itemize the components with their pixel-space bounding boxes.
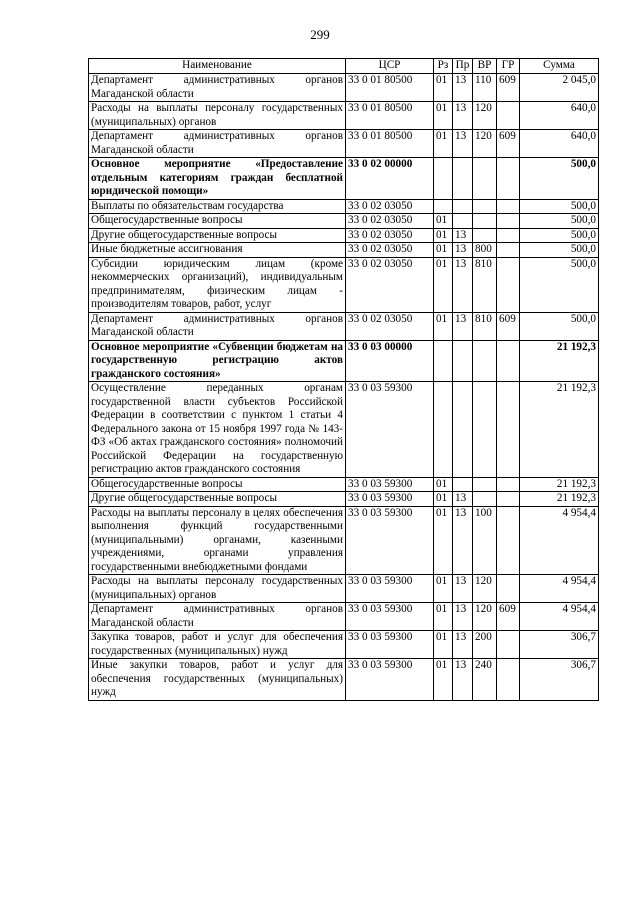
table-row xyxy=(89,158,599,200)
table-row xyxy=(89,506,599,575)
cell-vr xyxy=(473,158,497,200)
cell-csr: 33 0 03 59300 xyxy=(346,492,434,507)
cell-pr: 13 xyxy=(453,228,473,243)
table-row xyxy=(89,257,599,312)
cell-sum: 4 954,4 xyxy=(520,575,599,603)
cell-sum: 500,0 xyxy=(520,158,599,200)
cell-csr: 33 0 02 03050 xyxy=(346,257,434,312)
cell-pr xyxy=(453,340,473,382)
table-row xyxy=(89,492,599,507)
header-vr: ВР xyxy=(473,59,497,74)
cell-vr xyxy=(473,492,497,507)
cell-gr xyxy=(497,659,520,701)
cell-rz: 01 xyxy=(434,228,453,243)
cell-rz xyxy=(434,158,453,200)
cell-rz: 01 xyxy=(434,506,453,575)
cell-sum: 500,0 xyxy=(520,228,599,243)
cell-gr xyxy=(497,492,520,507)
cell-name: Департамент административных органов Магаданской области xyxy=(89,312,346,340)
cell-vr xyxy=(473,214,497,229)
header-sum: Сумма xyxy=(520,59,599,74)
cell-vr: 120 xyxy=(473,102,497,130)
cell-gr xyxy=(497,631,520,659)
cell-csr: 33 0 02 03050 xyxy=(346,228,434,243)
table-row xyxy=(89,74,599,102)
cell-gr xyxy=(497,257,520,312)
cell-gr xyxy=(497,477,520,492)
cell-rz: 01 xyxy=(434,492,453,507)
cell-vr: 100 xyxy=(473,506,497,575)
cell-rz: 01 xyxy=(434,130,453,158)
header-name: Наименование xyxy=(89,59,346,74)
cell-csr: 33 0 01 80500 xyxy=(346,74,434,102)
cell-sum: 306,7 xyxy=(520,659,599,701)
cell-sum: 500,0 xyxy=(520,312,599,340)
table-row xyxy=(89,228,599,243)
table-body xyxy=(89,74,599,701)
table-row xyxy=(89,340,599,382)
cell-csr: 33 0 01 80500 xyxy=(346,102,434,130)
cell-csr: 33 0 02 03050 xyxy=(346,243,434,258)
cell-rz: 01 xyxy=(434,257,453,312)
cell-pr: 13 xyxy=(453,312,473,340)
cell-name: Выплаты по обязательствам государства xyxy=(89,199,346,214)
header-gr: ГР xyxy=(497,59,520,74)
cell-vr: 120 xyxy=(473,603,497,631)
cell-pr: 13 xyxy=(453,130,473,158)
cell-vr xyxy=(473,199,497,214)
cell-gr xyxy=(497,243,520,258)
cell-rz: 01 xyxy=(434,312,453,340)
header-csr: ЦСР xyxy=(346,59,434,74)
table-row xyxy=(89,199,599,214)
cell-sum: 21 192,3 xyxy=(520,477,599,492)
cell-csr: 33 0 03 59300 xyxy=(346,477,434,492)
cell-sum: 640,0 xyxy=(520,130,599,158)
cell-sum: 4 954,4 xyxy=(520,603,599,631)
cell-sum: 500,0 xyxy=(520,214,599,229)
cell-name: Общегосударственные вопросы xyxy=(89,477,346,492)
cell-rz: 01 xyxy=(434,659,453,701)
cell-sum: 306,7 xyxy=(520,631,599,659)
cell-gr xyxy=(497,506,520,575)
cell-name: Общегосударственные вопросы xyxy=(89,214,346,229)
cell-name: Департамент административных органов Магаданской области xyxy=(89,130,346,158)
cell-csr: 33 0 01 80500 xyxy=(346,130,434,158)
page-number: 299 xyxy=(310,27,330,42)
cell-pr xyxy=(453,214,473,229)
cell-name: Иные бюджетные ассигнования xyxy=(89,243,346,258)
cell-sum: 21 192,3 xyxy=(520,340,599,382)
cell-gr: 609 xyxy=(497,74,520,102)
cell-sum: 21 192,3 xyxy=(520,382,599,478)
cell-sum: 500,0 xyxy=(520,243,599,258)
cell-csr: 33 0 03 00000 xyxy=(346,340,434,382)
cell-rz: 01 xyxy=(434,477,453,492)
budget-table xyxy=(88,58,599,701)
cell-pr: 13 xyxy=(453,102,473,130)
cell-rz xyxy=(434,340,453,382)
cell-sum: 4 954,4 xyxy=(520,506,599,575)
table-row xyxy=(89,130,599,158)
cell-pr: 13 xyxy=(453,257,473,312)
cell-gr xyxy=(497,340,520,382)
cell-rz: 01 xyxy=(434,575,453,603)
cell-rz xyxy=(434,382,453,478)
cell-rz: 01 xyxy=(434,74,453,102)
cell-vr: 120 xyxy=(473,130,497,158)
cell-rz xyxy=(434,199,453,214)
cell-csr: 33 0 03 59300 xyxy=(346,631,434,659)
cell-name: Расходы на выплаты персоналу государственных (муниципальных) органов xyxy=(89,102,346,130)
cell-csr: 33 0 02 03050 xyxy=(346,199,434,214)
cell-gr xyxy=(497,228,520,243)
cell-gr xyxy=(497,158,520,200)
cell-rz: 01 xyxy=(434,243,453,258)
cell-vr: 810 xyxy=(473,257,497,312)
table-header-row xyxy=(89,59,599,74)
cell-csr: 33 0 03 59300 xyxy=(346,575,434,603)
cell-gr: 609 xyxy=(497,312,520,340)
cell-name: Субсидии юридическим лицам (кроме некоммерческих организаций), индивидуальным предпринимателям, физическим лицам - производителям товаров, работ, услуг xyxy=(89,257,346,312)
cell-name: Расходы на выплаты персоналу в целях обеспечения выполнения функций государственными (муниципальными) органами, казенными учреждениями, органами управления государственными внебюджетными фондами xyxy=(89,506,346,575)
cell-pr: 13 xyxy=(453,492,473,507)
cell-pr xyxy=(453,382,473,478)
cell-gr: 609 xyxy=(497,130,520,158)
cell-rz: 01 xyxy=(434,102,453,130)
cell-csr: 33 0 03 59300 xyxy=(346,506,434,575)
cell-pr: 13 xyxy=(453,659,473,701)
cell-rz: 01 xyxy=(434,603,453,631)
cell-csr: 33 0 02 03050 xyxy=(346,214,434,229)
cell-pr: 13 xyxy=(453,631,473,659)
cell-name: Другие общегосударственные вопросы xyxy=(89,228,346,243)
cell-name: Осуществление переданных органам государственной власти субъектов Российской Федерации в соответствии с пунктом 1 статьи 4 Федерального закона от 15 ноября 1997 года № 143-ФЗ «Об актах гражданского состояния» полномочий Российской Федерации на государственную регистрацию актов гражданского состояния xyxy=(89,382,346,478)
cell-pr xyxy=(453,158,473,200)
cell-vr: 120 xyxy=(473,575,497,603)
table-row xyxy=(89,659,599,701)
cell-sum: 500,0 xyxy=(520,199,599,214)
cell-gr xyxy=(497,102,520,130)
cell-sum: 500,0 xyxy=(520,257,599,312)
cell-csr: 33 0 03 59300 xyxy=(346,659,434,701)
cell-sum: 2 045,0 xyxy=(520,74,599,102)
cell-pr xyxy=(453,477,473,492)
table-row xyxy=(89,575,599,603)
cell-pr: 13 xyxy=(453,243,473,258)
cell-gr xyxy=(497,575,520,603)
header-pr: Пр xyxy=(453,59,473,74)
cell-vr: 810 xyxy=(473,312,497,340)
cell-name: Основное мероприятие «Субвенции бюджетам на государственную регистрацию актов гражданского состояния» xyxy=(89,340,346,382)
cell-vr xyxy=(473,228,497,243)
table-row xyxy=(89,102,599,130)
cell-pr: 13 xyxy=(453,575,473,603)
cell-name: Расходы на выплаты персоналу государственных (муниципальных) органов xyxy=(89,575,346,603)
cell-csr: 33 0 03 59300 xyxy=(346,603,434,631)
cell-vr: 110 xyxy=(473,74,497,102)
cell-vr xyxy=(473,340,497,382)
cell-pr: 13 xyxy=(453,506,473,575)
cell-rz: 01 xyxy=(434,631,453,659)
cell-vr xyxy=(473,382,497,478)
cell-gr: 609 xyxy=(497,603,520,631)
cell-csr: 33 0 02 00000 xyxy=(346,158,434,200)
cell-name: Иные закупки товаров, работ и услуг для обеспечения государственных (муниципальных) нужд xyxy=(89,659,346,701)
cell-name: Другие общегосударственные вопросы xyxy=(89,492,346,507)
cell-gr xyxy=(497,382,520,478)
cell-vr: 240 xyxy=(473,659,497,701)
cell-name: Департамент административных органов Магаданской области xyxy=(89,603,346,631)
cell-sum: 640,0 xyxy=(520,102,599,130)
table-row xyxy=(89,382,599,478)
cell-pr xyxy=(453,199,473,214)
cell-vr: 200 xyxy=(473,631,497,659)
cell-pr: 13 xyxy=(453,603,473,631)
cell-rz: 01 xyxy=(434,214,453,229)
cell-sum: 21 192,3 xyxy=(520,492,599,507)
cell-csr: 33 0 03 59300 xyxy=(346,382,434,478)
cell-vr: 800 xyxy=(473,243,497,258)
table-row xyxy=(89,312,599,340)
cell-pr: 13 xyxy=(453,74,473,102)
table-row xyxy=(89,214,599,229)
table-row xyxy=(89,477,599,492)
table-row xyxy=(89,631,599,659)
table-row xyxy=(89,243,599,258)
cell-gr xyxy=(497,214,520,229)
table-row xyxy=(89,603,599,631)
header-rz: Рз xyxy=(434,59,453,74)
cell-name: Департамент административных органов Магаданской области xyxy=(89,74,346,102)
cell-vr xyxy=(473,477,497,492)
cell-gr xyxy=(497,199,520,214)
cell-csr: 33 0 02 03050 xyxy=(346,312,434,340)
cell-name: Основное мероприятие «Предоставление отдельным категориям граждан бесплатной юридической помощи» xyxy=(89,158,346,200)
cell-name: Закупка товаров, работ и услуг для обеспечения государственных (муниципальных) нужд xyxy=(89,631,346,659)
